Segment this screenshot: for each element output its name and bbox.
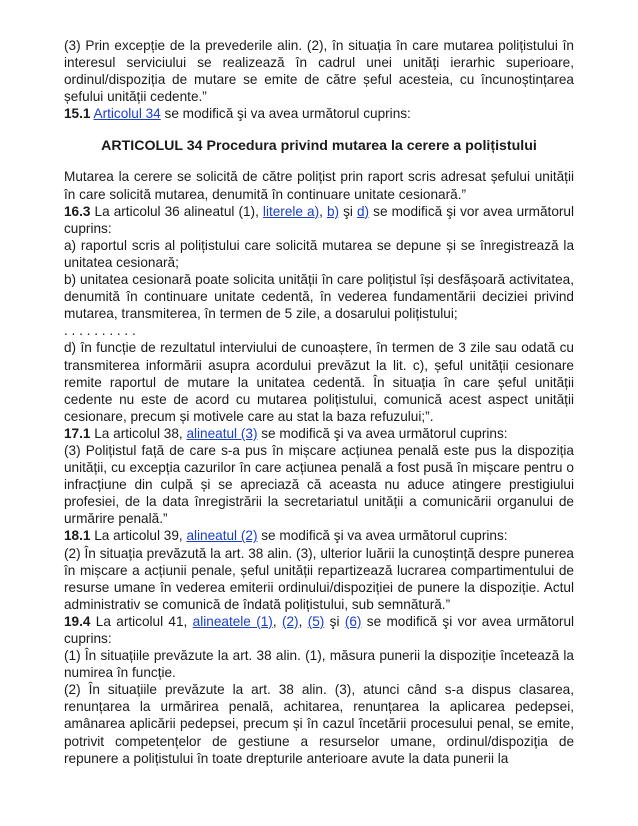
- link-alineatul-2[interactable]: alineatul (2): [186, 528, 258, 544]
- paragraph-litera-b: b) unitatea cesionară poate solicita unității în care polițistul își desfășoară activitatea, denumită în continuare unitate cedentă, în vederea fundamentării deciziei privind mutarea, transmiterea, în termen de 5 zile, a dosarului polițistului;: [64, 272, 574, 322]
- amendment-19: 19.4 La articolul 41, alineatele (1), (2), (5) şi (6) se modifică şi vor avea următorul cuprins:: [64, 613, 575, 646]
- amendment-number: 19.4: [64, 613, 91, 629]
- paragraph-alin-3: (3) Prin excepție de la prevederile alin. (2), în situația în care mutarea polițistului în interesul serviciului se realizează în cadrul unei unități ierarhic superioare, ordinul/dispoziția de mutare se emite de către șeful acesteia, cu încunoștințarea șefului unității cedente.”: [64, 38, 574, 105]
- link-litera-a[interactable]: literele a): [262, 203, 320, 219]
- link-articolul-34[interactable]: Articolul 34: [93, 106, 161, 122]
- amendment-15: 15.1 Articolul 34 se modifică şi va avea următorul cuprins:: [64, 106, 411, 122]
- link-alineat-2[interactable]: (2): [281, 613, 299, 629]
- amendment-number: 15.1: [64, 106, 91, 122]
- link-litera-b[interactable]: b): [326, 203, 340, 219]
- paragraph-art-41-alin-2: (2) În situațiile prevăzute la art. 38 alin. (3), atunci când s-a dispus clasarea, renunțarea la urmărirea penală, achitarea, renunțarea la aplicarea pedepsei, amânarea aplicării pedepsei, precum și în cazul încetării procesului penal, se emite, potrivit competențelor de gestiune a resurselor umane, ordinul/dispoziția de repunere a polițistului în toate drepturile anterioare avute la data punerii la: [64, 682, 574, 766]
- link-alineatele-1[interactable]: alineatele (1): [192, 613, 273, 629]
- amendment-number: 16.3: [64, 203, 91, 219]
- paragraph-art-38-alin-3: (3) Polițistul față de care s-a pus în mișcare acțiunea penală este pus la dispoziția unității, cu excepția cazurilor în care acțiunea penală a fost pusă în mișcare pentru o infracțiune din culpă și se apreciază că aceasta nu aduce atingere prestigiului profesiei, de la data înregistrării la secretariatul unității a comunicării organului de urmărire penală.”: [64, 442, 574, 527]
- paragraph-litera-d: d) în funcție de rezultatul interviului de cunoaștere, în termen de 3 zile sau odată cu transmiterea informării asupra acordului prevăzut la lit. c), șeful unității cesionare remite raportul de mutare la unitatea cedentă. În situația în care șeful unității cedente nu este de acord cu mutarea polițistului, comunică acest aspect unității cesionare, precum și motivele care au stat la baza refuzului;”.: [64, 340, 574, 424]
- paragraph-art-39-alin-2: (2) În situația prevăzută la art. 38 alin. (3), ulterior luării la cunoștință despre punerea în mișcare a acțiunii penale, șeful unității repartizează lucrarea compartimentului de resurse umane în vederea emiterii ordinului/dispoziției de punere la dispoziție. Actul administrativ se comunică de îndată polițistului, sub semnătură.”: [64, 545, 574, 612]
- link-litera-d[interactable]: d): [357, 203, 370, 219]
- paragraph-mutare: Mutarea la cerere se solicită de către polițist prin raport scris adresat șefului unității în care solicită mutarea, denumită în continuare unitate cesionară.”: [64, 169, 574, 202]
- amendment-number: 17.1: [64, 425, 91, 441]
- ellipsis-separator: . . . . . . . . . .: [64, 323, 136, 339]
- amendment-16: 16.3 La articolul 36 alineatul (1), literele a), b) şi d) se modifică şi vor avea următorul cuprins:: [64, 203, 574, 236]
- document-body: [64, 37, 574, 767]
- link-alineat-5[interactable]: (5): [307, 613, 325, 629]
- amendment-18: 18.1 La articolul 39, alineatul (2) se modifică şi va avea următorul cuprins:: [64, 528, 508, 544]
- paragraph-art-41-alin-1: (1) În situațiile prevăzute la art. 38 alin. (1), măsura punerii la dispoziție încetează la numirea în funcție.: [64, 648, 574, 681]
- amendment-17: 17.1 La articolul 38, alineatul (3) se modifică şi va avea următorul cuprins:: [64, 425, 508, 441]
- article-34-heading: ARTICOLUL 34 Procedura privind mutarea la cerere a polițistului: [101, 138, 537, 155]
- paragraph-litera-a: a) raportul scris al polițistului care solicită mutarea se depune și se înregistrează la unitatea cesionară;: [64, 237, 574, 270]
- link-alineatul-3[interactable]: alineatul (3): [186, 425, 258, 441]
- link-alineat-6[interactable]: (6): [344, 613, 362, 629]
- amendment-number: 18.1: [64, 528, 91, 544]
